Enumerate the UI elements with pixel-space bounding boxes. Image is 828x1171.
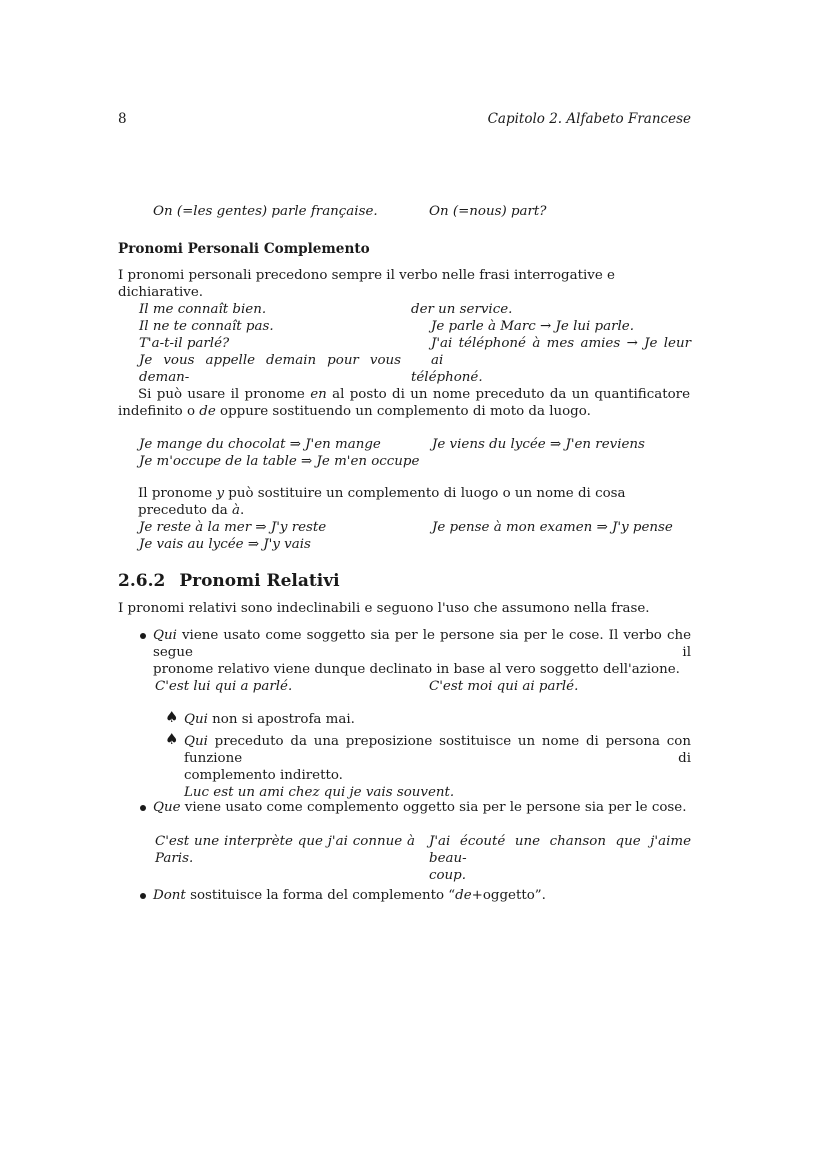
example-line: Je viens du lycée ⇒ J'en reviens (432, 437, 645, 452)
example-line: téléphoné. (411, 370, 483, 385)
section-heading-relativi (118, 571, 340, 591)
preposition-a: à (232, 503, 241, 518)
relativi-intro: I pronomi relativi sono indeclinabili e seguono l'uso che assumono nella frase. (118, 601, 650, 616)
section-number: 2.6.2 (118, 571, 166, 591)
y-examples-left (139, 519, 401, 553)
keyword-qui: Qui (153, 628, 177, 643)
pronoun-en: en (310, 387, 327, 402)
que-item: Que viene usato come complemento oggetto sia per le persone sia per le cose. (153, 800, 687, 815)
example-line: Il me connaît bien. (139, 302, 267, 317)
en-examples-left (139, 436, 429, 470)
qui-note-2: Qui preceduto da una preposizione sostituisce un nome di persona con funzione di complemento indiretto. Luc est un ami chez qui je vais souvent. (184, 734, 691, 800)
example-line: der un service. (411, 302, 513, 317)
spade-icon: ♠ (165, 708, 179, 726)
page-number: 8 (118, 111, 127, 127)
example-line: Je m'occupe de la table ⇒ Je m'en occupe (139, 454, 420, 469)
bullet-dot-icon (140, 633, 146, 639)
complemento-intro: I pronomi personali precedono sempre il verbo nelle frasi interrogative e dichiarative. (118, 268, 615, 300)
bullet-dot-icon (140, 805, 146, 811)
que-example-right: J'ai écouté une chanson que j'aime beau- coup. (429, 834, 691, 883)
example-line: T'a-t-il parlé? (139, 336, 230, 351)
section-title: Pronomi Relativi (179, 571, 340, 591)
spade-icon: ♠ (165, 730, 179, 748)
example-on-nous: On (=nous) part? (429, 204, 547, 219)
example-line: Je vais au lycée ⇒ J'y vais (139, 537, 311, 552)
preposition-de: de (199, 404, 216, 419)
keyword-dont: Dont (153, 888, 186, 903)
example-line: J'ai téléphoné à mes amies → Je leur ai (431, 336, 691, 368)
qui-example-left: C'est lui qui a parlé. (155, 679, 293, 694)
example-line: Je reste à la mer ⇒ J'y reste (139, 520, 327, 535)
note-example: Luc est un ami chez qui je vais souvent. (184, 785, 455, 800)
example-on-gentes: On (=les gentes) parle française. (153, 204, 378, 219)
en-examples-right (432, 436, 694, 453)
en-paragraph: Si può usare il pronome en al posto di un nome preceduto da un quantificatore indefinito o de oppure sostituendo un complemento di moto da luogo. (118, 387, 690, 419)
dont-item: Dont sostituisce la forma del complemento “de+oggetto”. (153, 888, 546, 903)
example-line: Il ne te connaît pas. (139, 319, 274, 334)
example-line: Je parle à Marc → Je lui parle. (431, 319, 634, 334)
qui-item: Qui viene usato come soggetto sia per le persone sia per le cose. Il verbo che segue il pronome relativo viene dunque declinato in base al vero soggetto dell'azione. (153, 628, 691, 677)
y-examples-right (432, 519, 694, 536)
example-line: Je mange du chocolat ⇒ J'en mange (139, 437, 381, 452)
complemento-examples-left (139, 301, 401, 386)
example-line: Je pense à mon examen ⇒ J'y pense (432, 520, 673, 535)
pronoun-y: y (216, 486, 225, 501)
bullet-dot-icon (140, 893, 146, 899)
y-paragraph: Il pronome y può sostituire un complemento di luogo o un nome di cosa preceduto da à. (138, 486, 626, 518)
qui-note-1: Qui non si apostrofa mai. (184, 712, 355, 727)
keyword-que: Que (153, 800, 181, 815)
qui-example-right: C'est moi qui ai parlé. (429, 679, 579, 694)
subsection-heading-complemento: Pronomi Personali Complemento (118, 241, 370, 257)
example-line: Je vous appelle demain pour vous deman- (139, 353, 401, 385)
complemento-examples-right (411, 301, 691, 386)
que-example-left: C'est une interprète que j'ai connue à Paris. (155, 834, 415, 866)
running-title: Capitolo 2. Alfabeto Francese (487, 111, 691, 127)
